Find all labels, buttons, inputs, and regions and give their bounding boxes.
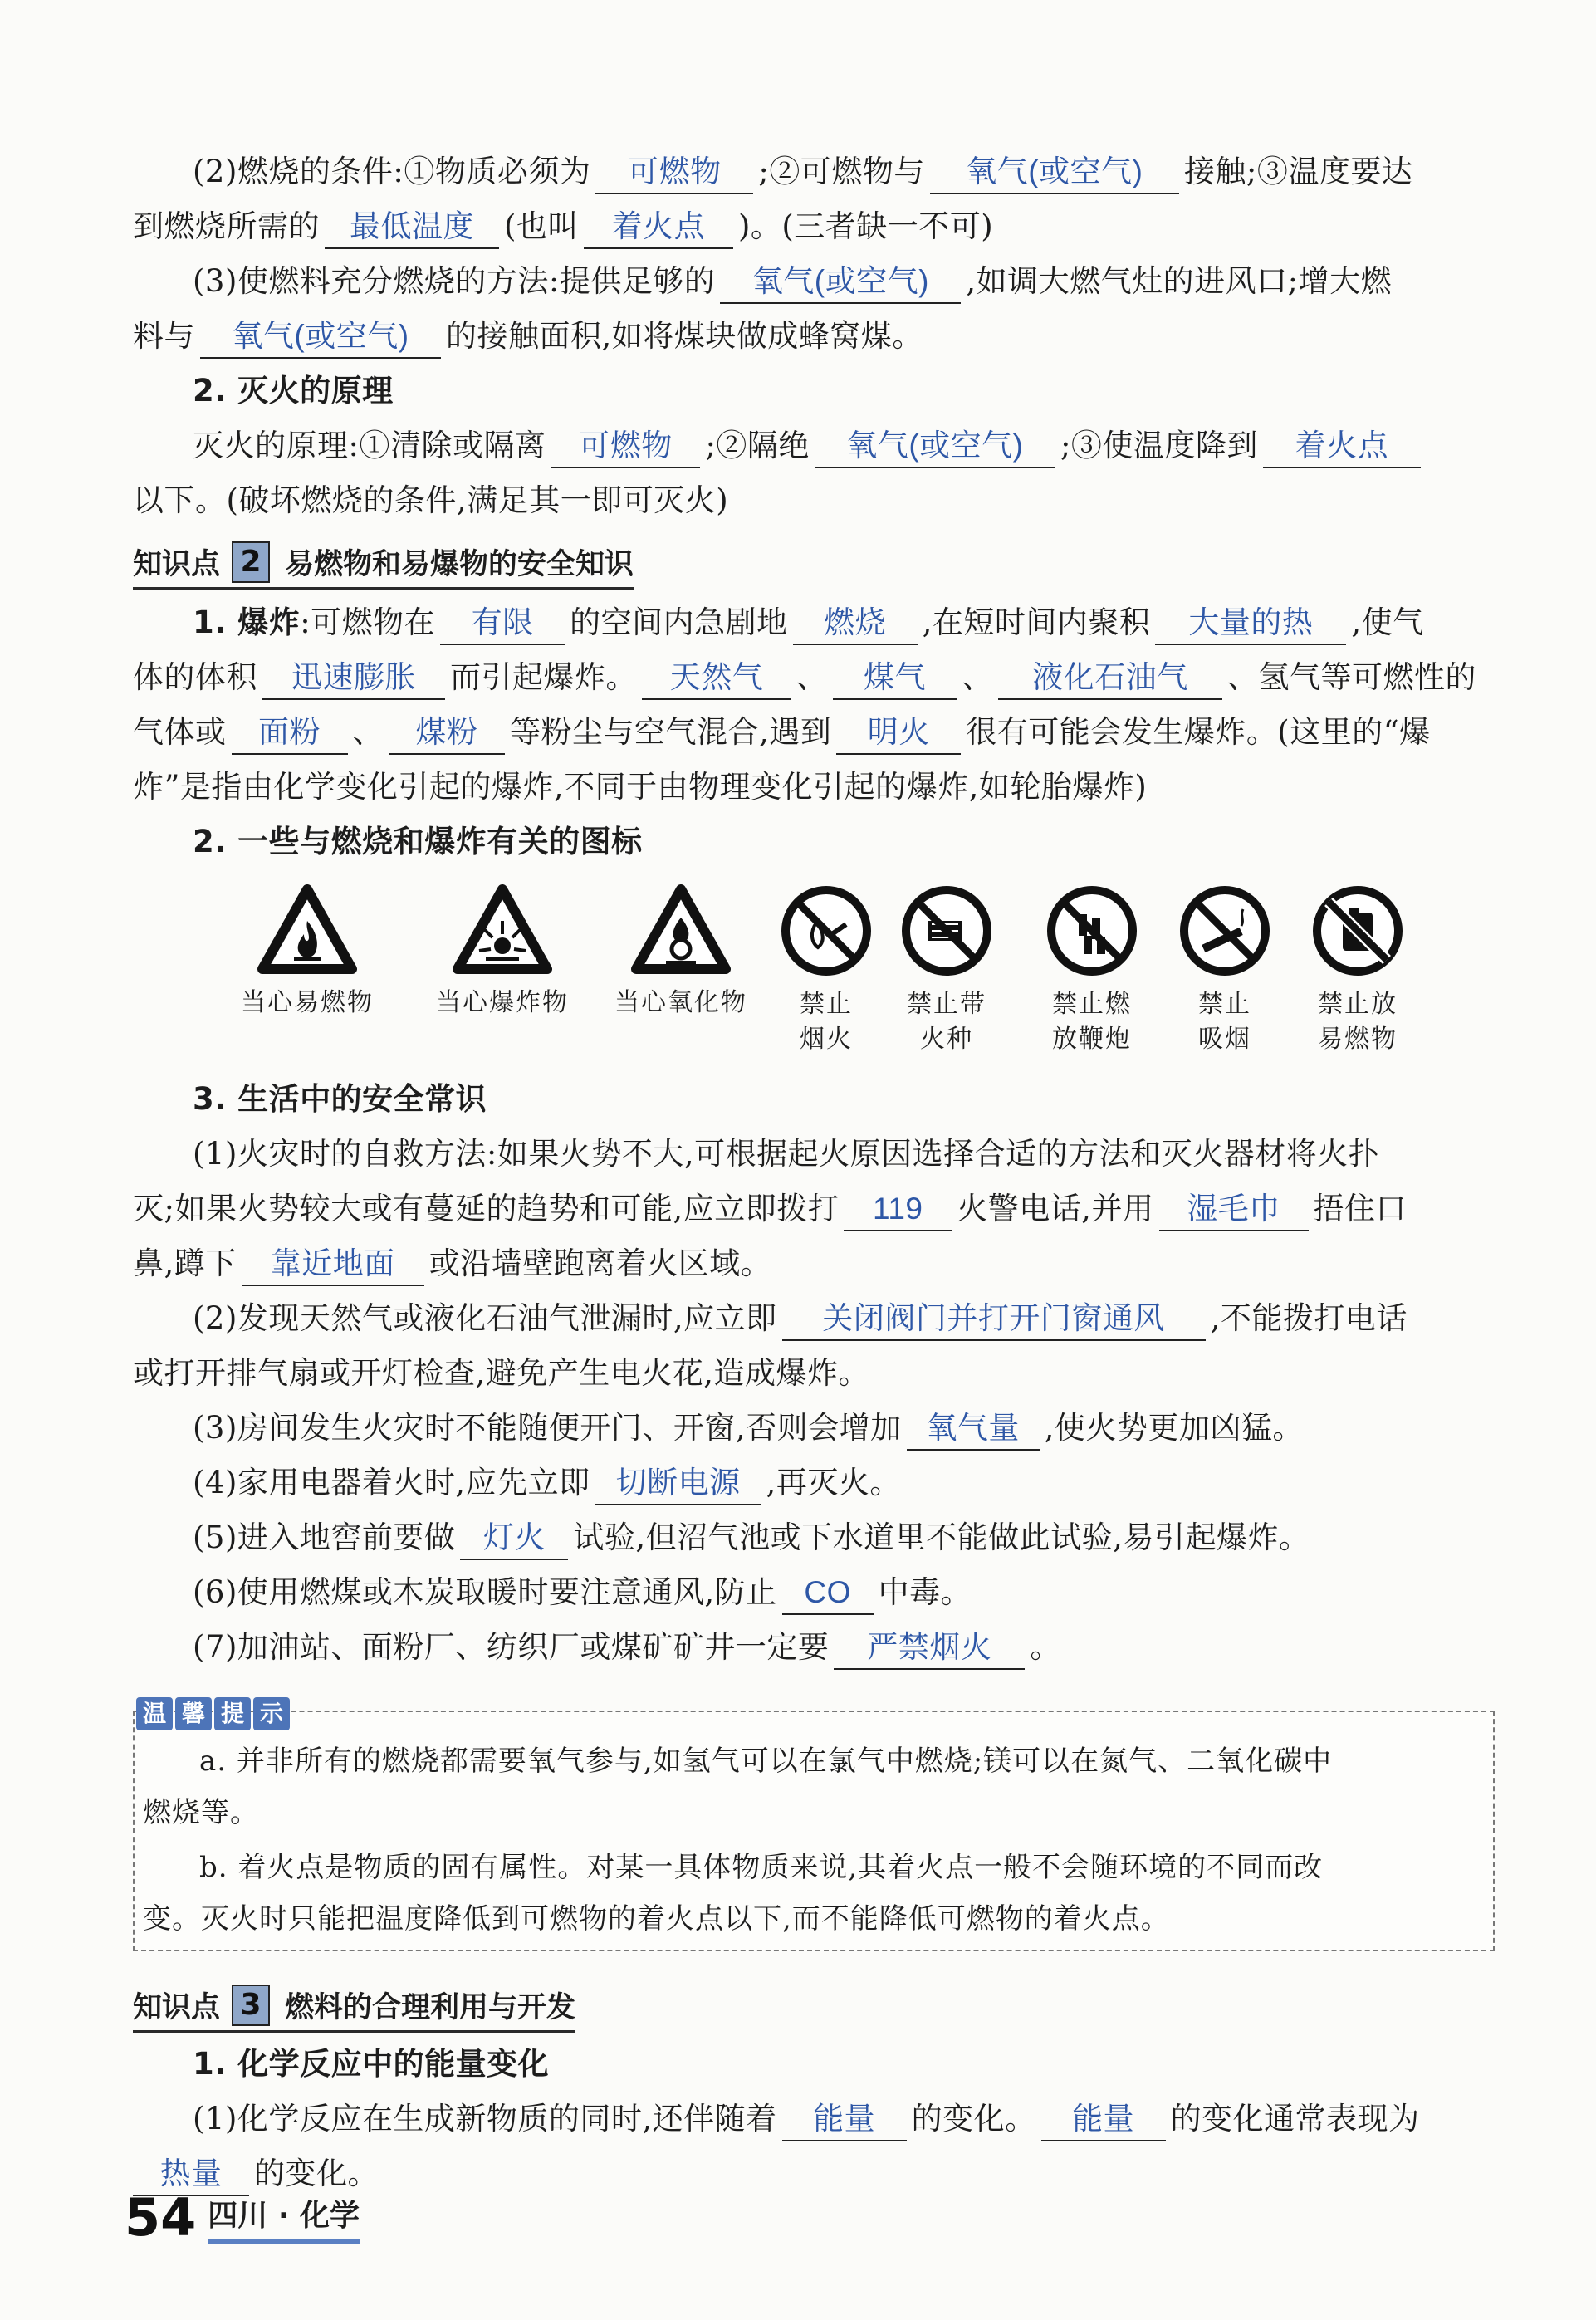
term: 1. 爆炸 [193,604,301,640]
kp-label: 知识点 [133,547,221,581]
answer-blank: 氧气量 [907,1407,1040,1451]
text: ;②隔绝 [705,428,810,463]
no-matches-icon [900,884,993,977]
tips-header [136,1697,290,1730]
text-line [193,257,1495,306]
text: 灭火的原理:①清除或隔离 [193,428,546,463]
text: ,如调大燃气灶的进风口;增大燃 [966,263,1393,299]
text-line [133,707,1495,757]
text: (4)家用电器着火时,应先立即 [193,1465,590,1500]
text: ,使火势更加凶猛。 [1044,1410,1304,1446]
kp-number-badge: 2 [232,541,270,583]
text-line [133,653,1495,702]
answer-blank: 煤气 [833,657,957,700]
text: 试验,但沼气池或下水道里不能做此试验,易引起爆炸。 [573,1520,1310,1555]
text: (也叫 [504,208,579,244]
text-line [133,202,1495,252]
tips-header-char: 提 [214,1697,251,1730]
text: (3)使燃料充分燃烧的方法:提供足够的 [193,263,716,299]
text: ,不能拨打电话 [1210,1300,1408,1336]
text: :可燃物在 [300,604,436,640]
answer-blank: 大量的热 [1155,602,1346,645]
icon-caption: 禁止 烟火 [800,990,853,1054]
text: (2)燃烧的条件:①物质必须为 [193,154,591,189]
text: 的变化通常表现为 [1170,2101,1420,2136]
text: 。 [1030,1629,1061,1665]
kp-title: 燃料的合理利用与开发 [285,1990,576,2024]
text: 的变化。 [911,2101,1036,2136]
tip-line: 燃烧等。 [143,1796,259,1829]
icon-item [1021,884,1163,1057]
oxidizer-warning-icon [631,884,731,976]
flame-warning-icon [257,884,357,976]
answer-blank: 氧气(或空气) [815,425,1055,468]
text-line [193,1294,1495,1344]
kp-number-badge: 3 [232,1985,270,2026]
answer-blank: 着火点 [584,206,733,249]
answer-blank: 热量 [133,2153,249,2196]
text: 灭;如果火势较大或有蔓延的趋势和可能,应立即拨打 [133,1191,840,1226]
text-line [133,311,1495,361]
explosive-warning-icon [453,884,552,976]
icon-caption: 禁止放 易燃物 [1318,990,1398,1054]
no-fire-icon [780,884,873,977]
page-number: 54 [125,2187,197,2248]
icon-caption: 禁止 吸烟 [1198,990,1251,1054]
text-line [193,598,1495,648]
text: ,使气 [1351,604,1424,640]
text: 气体或 [133,714,227,750]
icon-item [224,884,390,1021]
answer-blank: CO [782,1572,874,1615]
text: 体的体积 [133,659,257,695]
text: (2)发现天然气或液化石油气泄漏时,应立即 [193,1300,777,1336]
text: 很有可能会发生爆炸。(这里的“爆 [966,714,1431,750]
answer-blank: 氧气(或空气) [200,316,441,359]
knowledge-point-heading [133,1980,575,2033]
tip-line: 变。灭火时只能把温度降低到可燃物的着火点以下,而不能降低可燃物的着火点。 [143,1902,1170,1936]
answer-blank: 煤粉 [389,712,505,755]
answer-blank: 能量 [782,2098,907,2141]
text-line [193,421,1495,471]
answer-blank: 靠近地面 [242,1243,424,1286]
subheading: 3. 生活中的安全常识 [193,1081,487,1117]
text-line [133,1184,1495,1234]
text: 、 [796,659,828,695]
text: )。(三者缺一不可) [737,208,994,244]
icon-item [764,884,889,1057]
text: 的接触面积,如将煤块做成蜂窝煤。 [446,318,923,354]
answer-blank: 最低温度 [325,206,499,249]
answer-blank: 可燃物 [551,425,700,468]
text: ,在短时间内聚积 [922,604,1151,640]
icon-item [1291,884,1424,1057]
icon-caption: 当心易燃物 [241,988,374,1017]
icon-item [419,884,585,1021]
text: (5)进入地窖前要做 [193,1520,456,1555]
text: 的空间内急剧地 [570,604,788,640]
text-line [193,1403,1495,1453]
answer-blank: 119 [844,1188,952,1231]
icon-item [598,884,764,1021]
text: (7)加油站、面粉厂、纺织厂或煤矿矿井一定要 [193,1629,830,1665]
text-line [133,2149,1495,2199]
answer-blank: 严禁烟火 [834,1627,1025,1670]
text: ,再灭火。 [766,1465,901,1500]
kp-label: 知识点 [133,1990,221,2024]
text-line: 或打开排气扇或开灯检查,避免产生电火花,造成爆炸。 [133,1355,870,1391]
text-line [193,1568,1495,1618]
text: 到燃烧所需的 [133,208,320,244]
answer-blank: 氧气(或空气) [720,261,961,304]
answer-blank: 湿毛巾 [1159,1188,1309,1231]
text: 或沿墙壁跑离着火区域。 [428,1246,772,1281]
page-footer [125,2187,360,2248]
no-firecrackers-icon [1045,884,1138,977]
answer-blank: 迅速膨胀 [262,657,445,700]
icon-caption: 禁止燃 放鞭炮 [1052,990,1132,1054]
text-line [193,1458,1495,1508]
text: ;③使温度降到 [1060,428,1258,463]
answer-blank: 切断电源 [595,1462,761,1505]
text: (6)使用燃煤或木炭取暖时要注意通风,防止 [193,1574,777,1610]
text: 、 [352,714,384,750]
text: 而引起爆炸。 [450,659,637,695]
safety-icons-row [224,884,1428,1075]
icon-item [884,884,1009,1057]
answer-blank: 有限 [440,602,565,645]
text-line [193,147,1495,197]
answer-blank: 面粉 [232,712,348,755]
text: (3)房间发生火灾时不能随便开门、开窗,否则会增加 [193,1410,902,1446]
icon-caption: 当心氧化物 [614,988,747,1017]
text-line [193,1623,1495,1672]
subheading: 2. 灭火的原理 [193,373,394,409]
subheading: 2. 一些与燃烧和爆炸有关的图标 [193,824,643,859]
kp-title: 易燃物和易爆物的安全知识 [285,547,634,581]
tip-line: b. 着火点是物质的固有属性。对某一具体物质来说,其着火点一般不会随环境的不同而改 [199,1851,1324,1884]
text: 、氢气等可燃性的 [1227,659,1476,695]
tip-line: a. 并非所有的燃烧都需要氧气参与,如氢气可以在氯气中燃烧;镁可以在氮气、二氧化碳中 [199,1745,1333,1778]
answer-blank: 天然气 [642,657,791,700]
tips-header-char: 示 [253,1697,290,1730]
text: 、 [962,659,993,695]
text: 等粉尘与空气混合,遇到 [510,714,832,750]
text: (1)化学反应在生成新物质的同时,还伴随着 [193,2101,777,2136]
answer-blank: 灯火 [460,1517,568,1560]
text: 捂住口 [1313,1191,1407,1226]
answer-blank: 氧气(或空气) [930,151,1179,194]
icon-item [1163,884,1287,1057]
text-line: 炸”是指由化学变化引起的爆炸,不同于由物理变化引起的爆炸,如轮胎爆炸) [133,769,1148,805]
text: 中毒。 [878,1574,972,1610]
text-line [193,1513,1495,1563]
answer-blank: 燃烧 [793,602,918,645]
no-smoking-icon [1178,884,1271,977]
answer-blank: 液化石油气 [998,657,1222,700]
text-line [133,1239,1495,1289]
answer-blank: 明火 [836,712,961,755]
icon-caption: 当心爆炸物 [436,988,569,1017]
answer-blank: 着火点 [1263,425,1421,468]
text-line [193,2094,1495,2144]
subheading: 1. 化学反应中的能量变化 [193,2046,550,2082]
book-title: 四川 · 化学 [208,2192,360,2244]
answer-blank: 可燃物 [595,151,753,194]
text-line: 以下。(破坏燃烧的条件,满足其一即可灭火) [133,482,729,518]
text-line: (1)火灾时的自救方法:如果火势不大,可根据起火原因选择合适的方法和灭火器材将火扑 [193,1136,1380,1172]
answer-blank: 能量 [1041,2098,1166,2141]
text: 鼻,蹲下 [133,1246,237,1281]
tips-header-char: 温 [136,1697,173,1730]
text: ;②可燃物与 [758,154,925,189]
knowledge-point-heading [133,536,634,590]
text: 料与 [133,318,195,354]
text: 的变化。 [254,2156,379,2191]
text: 接触;③温度要达 [1183,154,1413,189]
answer-blank: 关闭阀门并打开门窗通风 [782,1298,1206,1341]
tips-header-char: 馨 [175,1697,212,1730]
icon-caption: 禁止带 火种 [907,990,986,1054]
text: 火警电话,并用 [957,1191,1154,1226]
no-flammables-icon [1311,884,1404,977]
